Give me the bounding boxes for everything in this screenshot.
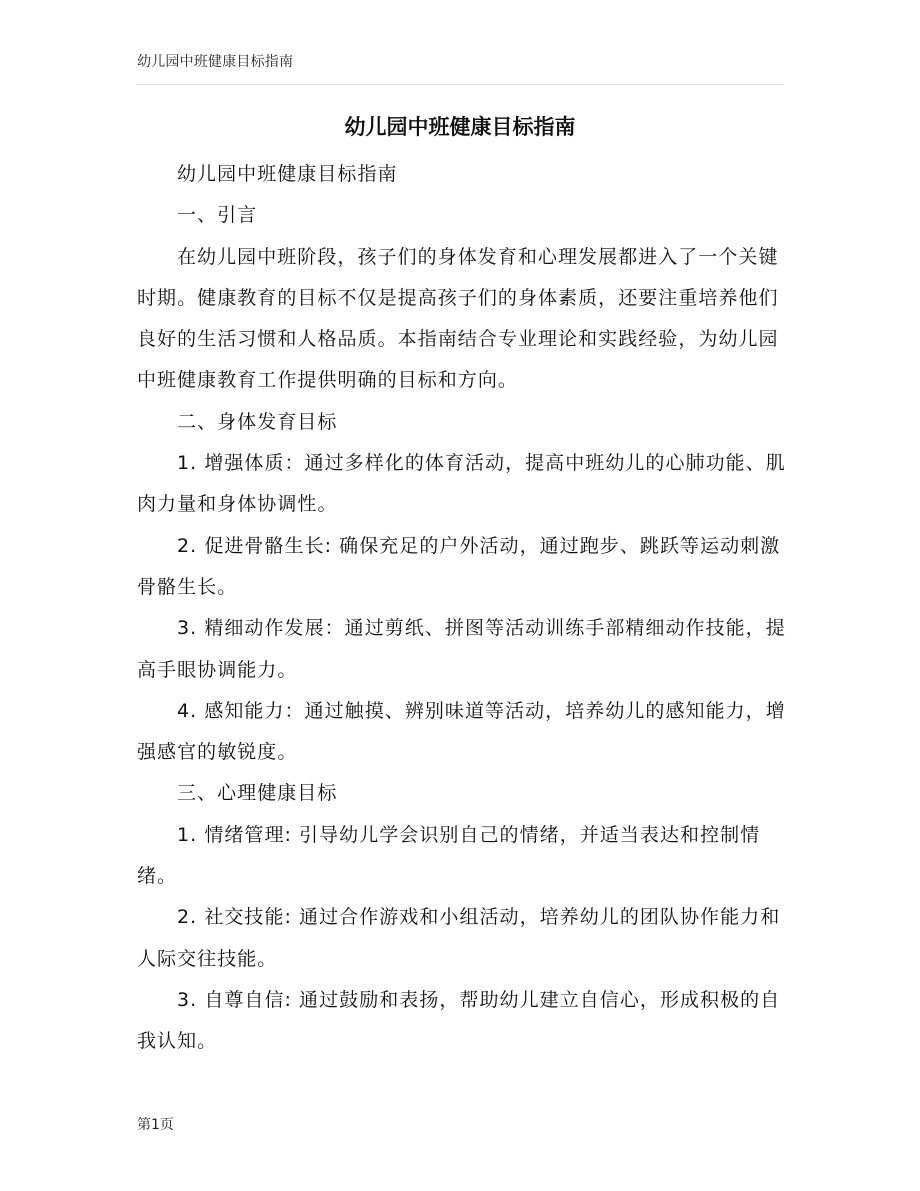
- section-heading-introduction: 一、引言: [177, 204, 258, 227]
- list-item-mental-3: 3. 自尊自信: 通过鼓励和表扬，帮助幼儿建立自信心，形成积极的自我认知。: [137, 988, 781, 1053]
- section-heading-mental-health: 三、心理健康目标: [177, 782, 338, 805]
- list-item-physical-3: 3. 精细动作发展：通过剪纸、拼图等活动训练手部精细动作技能，提高手眼协调能力。: [137, 617, 786, 681]
- document-title: 幼儿园中班健康目标指南: [344, 115, 576, 139]
- list-item-mental-1: 1. 情绪管理: 引导幼儿学会识别自己的情绪，并适当表达和控制情绪。: [137, 823, 761, 888]
- list-item-physical-4: 4. 感知能力：通过触摸、辨别味道等活动，培养幼儿的感知能力，增强感官的敏锐度。: [137, 699, 786, 764]
- section-heading-physical-development: 二、身体发育目标: [177, 410, 338, 433]
- list-item-physical-2: 2. 促进骨骼生长: 确保充足的户外活动，通过跑步、跳跃等运动刺激骨骼生长。: [137, 534, 781, 598]
- document-body: [137, 154, 787, 1063]
- list-item-physical-1: 1. 增强体质：通过多样化的体育活动，提高中班幼儿的心肺功能、肌肉力量和身体协调性。: [137, 452, 786, 516]
- paragraph-introduction: 在幼儿园中班阶段，孩子们的身体发育和心理发展都进入了一个关键时期。健康教育的目标不仅是提高孩子们的身体素质，还要注重培养他们良好的生活习惯和人格品质。本指南结合专业理论和实践经验，为幼儿园中班健康教育工作提供明确的目标和方向。: [137, 245, 779, 392]
- paragraph-subtitle: 幼儿园中班健康目标指南: [177, 163, 398, 185]
- list-item-mental-2: 2. 社交技能: 通过合作游戏和小组活动，培养幼儿的团队协作能力和人际交往技能。: [137, 906, 781, 970]
- running-header: 幼儿园中班健康目标指南: [137, 54, 294, 70]
- header-divider: [137, 84, 783, 85]
- page-number: 第1页: [137, 1117, 174, 1133]
